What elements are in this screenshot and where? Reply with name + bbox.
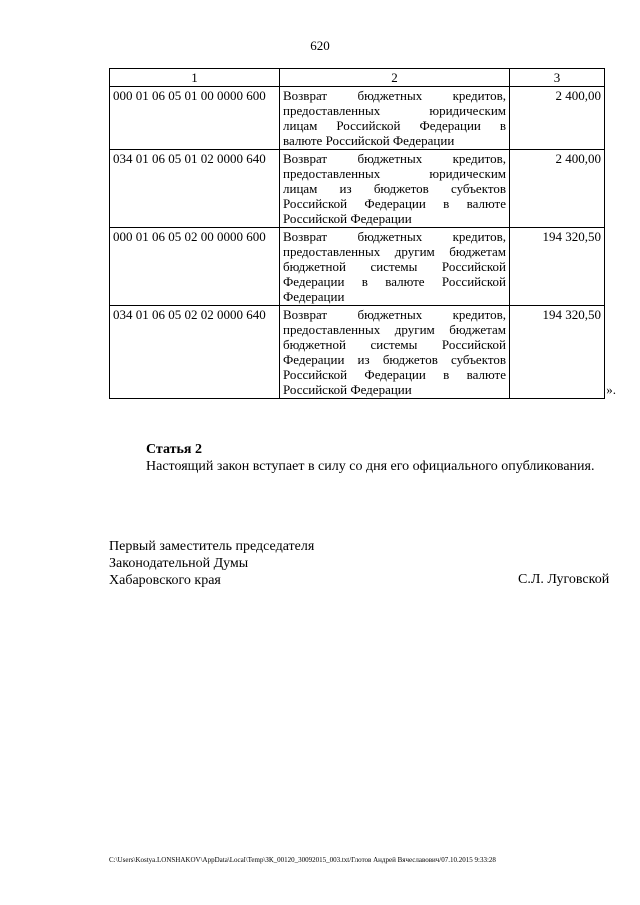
description-line: Российской Федерации в валюте (283, 367, 506, 382)
description-line: предоставленных юридическим (283, 166, 506, 181)
column-header: 1 (110, 69, 280, 87)
description-line: Возврат бюджетных кредитов, (283, 151, 506, 166)
column-header: 3 (510, 69, 605, 87)
description-line: Федерации в валюте Российской (283, 274, 506, 289)
table-body (110, 87, 616, 399)
footer-file-path: C:\Users\Kostya.LONSHAKOV\AppData\Local\Temp\ЗК_00120_30092015_003.txt/Глотов Андрей Вячеславович/07.10.2015 9:33:28 (109, 856, 496, 864)
description-cell (280, 150, 510, 228)
position-line: Первый заместитель председателя (109, 539, 315, 554)
description-line: Российской Федерации в валюте (283, 196, 506, 211)
description-line: лицам из бюджетов субъектов (283, 181, 506, 196)
description-line: предоставленных другим бюджетам (283, 322, 506, 337)
description-line: Российской Федерации (283, 211, 412, 226)
page-number: 620 (310, 38, 330, 53)
description-cell (280, 306, 510, 399)
article-title: Статья 2 (146, 442, 202, 457)
budget-code-cell: 034 01 06 05 02 02 0000 640 (110, 306, 280, 399)
description-line: Российской Федерации (283, 382, 412, 397)
amount-cell (510, 228, 605, 306)
position-line: Хабаровского края (109, 573, 221, 588)
description-line: Возврат бюджетных кредитов, (283, 229, 506, 244)
closing-quote-mark: ». (606, 382, 616, 397)
amount-value: 194 320,50 (542, 307, 601, 322)
description-line: Федерации (283, 289, 345, 304)
amount-value: 194 320,50 (542, 229, 601, 244)
budget-code-cell: 000 01 06 05 02 00 0000 600 (110, 228, 280, 306)
description-line: бюджетной системы Российской (283, 259, 506, 274)
description-line: Федерации из бюджетов субъектов (283, 352, 506, 367)
article-text: Настоящий закон вступает в силу со дня его официального опубликования. (146, 459, 595, 474)
description-line: предоставленных другим бюджетам (283, 244, 506, 259)
description-line: предоставленных юридическим (283, 103, 506, 118)
description-cell (280, 87, 510, 150)
table-header-row (110, 69, 605, 87)
signatory-position (109, 538, 314, 589)
description-line: Возврат бюджетных кредитов, (283, 88, 506, 103)
description-line: бюджетной системы Российской (283, 337, 506, 352)
column-header: 2 (280, 69, 510, 87)
amount-cell (510, 150, 605, 228)
position-line: Законодательной Думы (109, 556, 249, 571)
table-row (110, 228, 605, 306)
description-line: Возврат бюджетных кредитов, (283, 307, 506, 322)
signatory-name: С.Л. Луговской (518, 572, 610, 587)
table-row (110, 306, 605, 399)
budget-table (109, 68, 616, 399)
description-line: валюте Российской Федерации (283, 133, 455, 148)
amount-value: 2 400,00 (555, 88, 601, 103)
amount-cell (510, 306, 616, 399)
budget-code-cell: 000 01 06 05 01 00 0000 600 (110, 87, 280, 150)
budget-code-cell: 034 01 06 05 01 02 0000 640 (110, 150, 280, 228)
description-cell (280, 228, 510, 306)
table-row (110, 87, 605, 150)
description-line: лицам Российской Федерации в (283, 118, 506, 133)
table-row (110, 150, 605, 228)
amount-value: 2 400,00 (555, 151, 601, 166)
amount-cell (510, 87, 605, 150)
